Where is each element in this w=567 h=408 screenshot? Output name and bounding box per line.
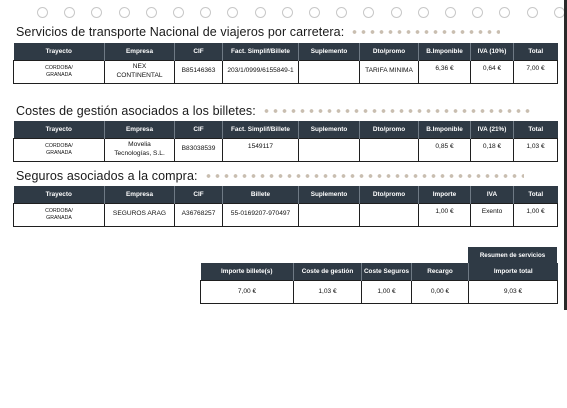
dotted-rule bbox=[204, 173, 524, 179]
binder-ring bbox=[527, 7, 538, 18]
binder-ring bbox=[499, 7, 510, 18]
binder-ring bbox=[309, 7, 320, 18]
column-header-suplemento: Suplemento bbox=[299, 43, 360, 60]
binder-ring bbox=[336, 7, 347, 18]
column-header-iva-10: IVA (10%) bbox=[471, 43, 514, 60]
section-title-seguros bbox=[16, 169, 524, 183]
table-cell: 0,00 € bbox=[412, 280, 469, 303]
column-header-iva: IVA bbox=[471, 186, 514, 203]
table-cell: 0,64 € bbox=[471, 60, 514, 83]
dotted-rule bbox=[350, 29, 500, 35]
table-cell: 7,00 € bbox=[514, 60, 558, 83]
column-header-billete: Billete bbox=[223, 186, 299, 203]
table-cell: 1,00 € bbox=[419, 203, 471, 226]
section-title-transporte bbox=[16, 25, 500, 39]
table-cell: 55-0169207-970497 bbox=[223, 203, 299, 226]
binder-ring bbox=[282, 7, 293, 18]
table-cell: 6,36 € bbox=[419, 60, 471, 83]
table-cell: CORDOBA/ GRANADA bbox=[14, 60, 105, 83]
binder-ring bbox=[200, 7, 211, 18]
seguros-table bbox=[13, 186, 558, 227]
table-cell: 1,03 € bbox=[294, 280, 362, 303]
column-header-cif: CIF bbox=[175, 43, 223, 60]
column-header-recargo: Recargo bbox=[412, 263, 469, 280]
table-cell bbox=[360, 203, 419, 226]
binder-ring bbox=[37, 7, 48, 18]
column-header-fact-simplif-billete: Fact. Simplif/Billete bbox=[223, 121, 299, 138]
binder-rings bbox=[0, 7, 567, 25]
column-header-dto-promo: Dto/promo bbox=[360, 121, 419, 138]
column-header-total: Total bbox=[514, 186, 558, 203]
column-header-importe: Importe bbox=[419, 186, 471, 203]
column-header-coste-seguros: Coste Seguros bbox=[362, 263, 412, 280]
table-cell: 7,00 € bbox=[201, 280, 294, 303]
column-header-iva-21: IVA (21%) bbox=[471, 121, 514, 138]
table-cell: Movelia Tecnologías, S.L. bbox=[105, 138, 175, 161]
table-cell: B83038539 bbox=[175, 138, 223, 161]
column-header-fact-simplif-billete: Fact. Simplif/Billete bbox=[223, 43, 299, 60]
column-header-total: Total bbox=[514, 43, 558, 60]
table-cell bbox=[299, 60, 360, 83]
table-row bbox=[14, 138, 558, 161]
column-header-trayecto: Trayecto bbox=[14, 43, 105, 60]
column-header-importe-billete-s: Importe billete(s) bbox=[201, 263, 294, 280]
gestion-table bbox=[13, 121, 558, 162]
column-header-b-imponible: B.Imponible bbox=[419, 121, 471, 138]
section-title-text: Seguros asociados a la compra: bbox=[16, 169, 198, 183]
column-header-empresa: Empresa bbox=[105, 43, 175, 60]
column-header-suplemento: Suplemento bbox=[299, 121, 360, 138]
table-row bbox=[14, 203, 558, 226]
column-header-b-imponible: B.Imponible bbox=[419, 43, 471, 60]
column-header-suplemento: Suplemento bbox=[299, 186, 360, 203]
binder-ring bbox=[255, 7, 266, 18]
binder-ring bbox=[363, 7, 374, 18]
table-cell bbox=[360, 138, 419, 161]
column-header-coste-de-gestion: Coste de gestión bbox=[294, 263, 362, 280]
column-header-empresa: Empresa bbox=[105, 121, 175, 138]
table-header-row bbox=[201, 263, 558, 280]
summary-title: Resumen de servicios bbox=[468, 247, 557, 263]
table-cell bbox=[299, 203, 360, 226]
table-header-row bbox=[14, 43, 558, 60]
binder-ring bbox=[91, 7, 102, 18]
table-header-row bbox=[14, 121, 558, 138]
table-cell: CORDOBA/ GRANADA bbox=[14, 203, 105, 226]
binder-ring bbox=[227, 7, 238, 18]
column-header-trayecto: Trayecto bbox=[14, 186, 105, 203]
table-row bbox=[201, 280, 558, 303]
transporte-table bbox=[13, 43, 558, 84]
column-header-total: Total bbox=[514, 121, 558, 138]
section-title-text: Servicios de transporte Nacional de viajeros por carretera: bbox=[16, 25, 345, 39]
binder-ring bbox=[472, 7, 483, 18]
binder-ring bbox=[119, 7, 130, 18]
binder-ring bbox=[173, 7, 184, 18]
summary-table bbox=[200, 263, 558, 304]
table-cell: 1,03 € bbox=[514, 138, 558, 161]
column-header-importe-total: Importe total bbox=[469, 263, 558, 280]
column-header-dto-promo: Dto/promo bbox=[360, 186, 419, 203]
section-title-gestion bbox=[16, 104, 532, 118]
column-header-empresa: Empresa bbox=[105, 186, 175, 203]
table-cell: 203/1/0999/6155849-1 bbox=[223, 60, 299, 83]
table-cell: TARIFA MINIMA bbox=[360, 60, 419, 83]
table-cell: NEX CONTINENTAL bbox=[105, 60, 175, 83]
table-cell: 1549117 bbox=[223, 138, 299, 161]
table-cell: CORDOBA/ GRANADA bbox=[14, 138, 105, 161]
binder-ring bbox=[418, 7, 429, 18]
binder-ring bbox=[445, 7, 456, 18]
dotted-rule bbox=[262, 108, 532, 114]
table-header-row bbox=[14, 186, 558, 203]
table-cell: B85146363 bbox=[175, 60, 223, 83]
binder-ring bbox=[64, 7, 75, 18]
table-cell: 0,18 € bbox=[471, 138, 514, 161]
table-cell: 0,85 € bbox=[419, 138, 471, 161]
table-cell: A36768257 bbox=[175, 203, 223, 226]
table-cell: 9,03 € bbox=[469, 280, 558, 303]
table-cell: 1,00 € bbox=[514, 203, 558, 226]
binder-ring bbox=[146, 7, 157, 18]
column-header-trayecto: Trayecto bbox=[14, 121, 105, 138]
binder-ring bbox=[391, 7, 402, 18]
column-header-cif: CIF bbox=[175, 121, 223, 138]
table-cell: SEGUROS ARAG bbox=[105, 203, 175, 226]
table-cell bbox=[299, 138, 360, 161]
table-cell: Exento bbox=[471, 203, 514, 226]
table-cell: 1,00 € bbox=[362, 280, 412, 303]
column-header-dto-promo: Dto/promo bbox=[360, 43, 419, 60]
column-header-cif: CIF bbox=[175, 186, 223, 203]
table-row bbox=[14, 60, 558, 83]
section-title-text: Costes de gestión asociados a los billetes: bbox=[16, 104, 256, 118]
